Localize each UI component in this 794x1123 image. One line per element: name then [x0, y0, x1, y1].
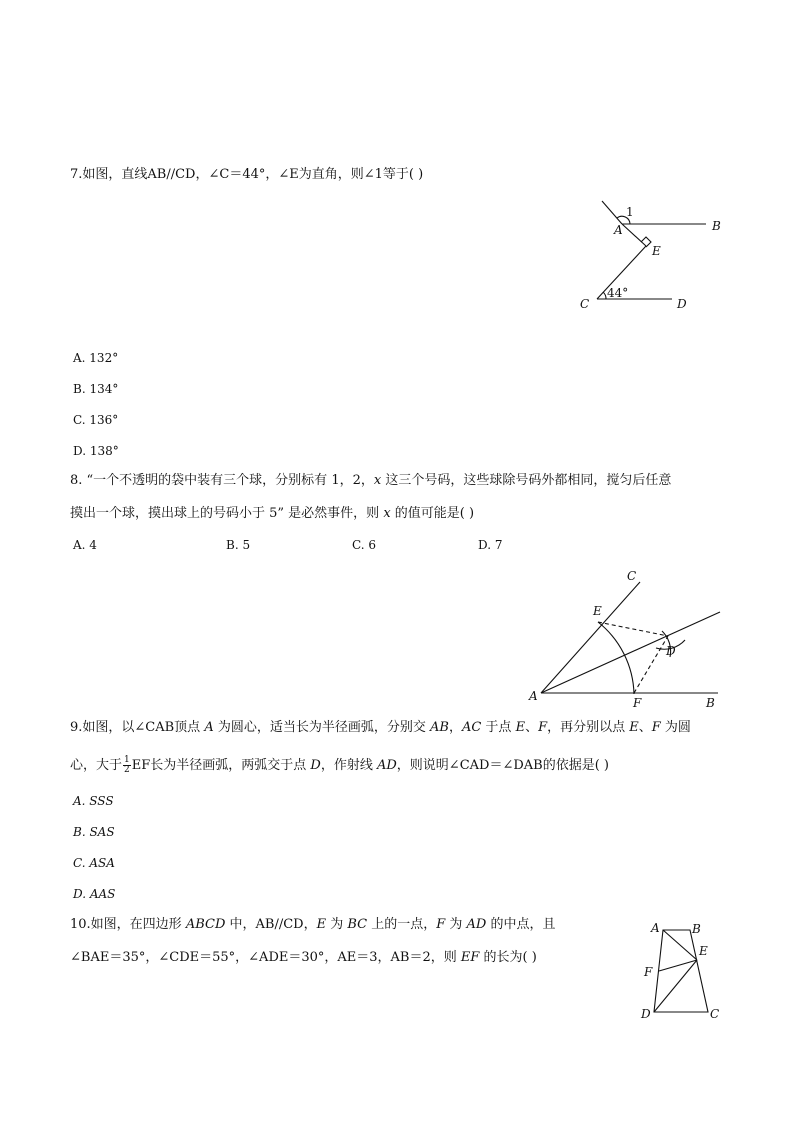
q7-option-c: C. 136° — [73, 413, 119, 427]
q8-line-2: 摸出一个球，摸出球上的号码小于 5” 是必然事件，则 x 的值可能是( ) — [70, 506, 475, 521]
q9-label-a: A — [529, 689, 538, 703]
q7-label-a: A — [614, 223, 623, 237]
q9-fraction-half: $\frac{1}{2}$ — [124, 755, 130, 775]
q10-label-e: E — [699, 944, 708, 958]
q10-label-f: F — [644, 965, 653, 979]
q9-option-a: A. SSS — [73, 794, 114, 808]
q9-label-f: F — [633, 696, 642, 710]
q8-option-a: A. 4 — [73, 538, 97, 552]
q7-label-1: 1 — [626, 205, 634, 219]
q9-label-d: D — [666, 644, 676, 658]
q7-label-d: D — [677, 297, 687, 311]
q10-line-1: 10.如图，在四边形 ABCD 中，AB//CD，E 为 BC 上的一点，F 为 AD 的中点，且 — [70, 917, 556, 932]
q9-label-c: C — [627, 569, 637, 583]
q7-label-44: 44° — [607, 286, 629, 300]
q10-label-a: A — [651, 921, 660, 935]
q9-option-d: D. AAS — [73, 887, 116, 901]
q9-option-c: C. ASA — [73, 856, 115, 870]
q7-label-c: C — [580, 297, 590, 311]
q7-label-b: B — [712, 219, 721, 233]
q8-option-c: C. 6 — [352, 538, 377, 552]
q7-option-a: A. 132° — [73, 351, 119, 365]
q8-line-1: 8. “一个不透明的袋中装有三个球，分别标有 1，2，x 这三个号码，这些球除号码外都相同，搅匀后任意 — [70, 473, 672, 488]
q10-line-2: ∠BAE＝35°，∠CDE＝55°，∠ADE＝30°，AE＝3，AB＝2，则 EF 的长为( ) — [70, 950, 537, 965]
q7-option-d: D. 138° — [73, 444, 119, 458]
q8-option-b: B. 5 — [226, 538, 251, 552]
q7-option-b: B. 134° — [73, 382, 119, 396]
q9-line-2: 心，大于 $\frac{1}{2}$ EF长为半径画弧，两弧交于点 D，作射线 AD，则说明∠CAD＝∠DAB的依据是( ) — [70, 755, 609, 775]
q9-label-b: B — [706, 696, 715, 710]
q9-line-1: 9.如图，以∠CAB顶点 A 为圆心，适当长为半径画弧，分别交 AB，AC 于点 E、F，再分别以点 E、F 为圆 — [70, 720, 691, 735]
q10-label-d: D — [641, 1007, 651, 1021]
q7-label-e: E — [652, 244, 661, 258]
q10-label-c: C — [710, 1007, 720, 1021]
q7-stem: 7.如图，直线AB//CD，∠C＝44°，∠E为直角，则∠1等于( ) — [70, 167, 424, 182]
q9-label-e: E — [593, 604, 602, 618]
q9-option-b: B. SAS — [73, 825, 115, 839]
q10-label-b: B — [692, 922, 701, 936]
q8-option-d: D. 7 — [478, 538, 503, 552]
